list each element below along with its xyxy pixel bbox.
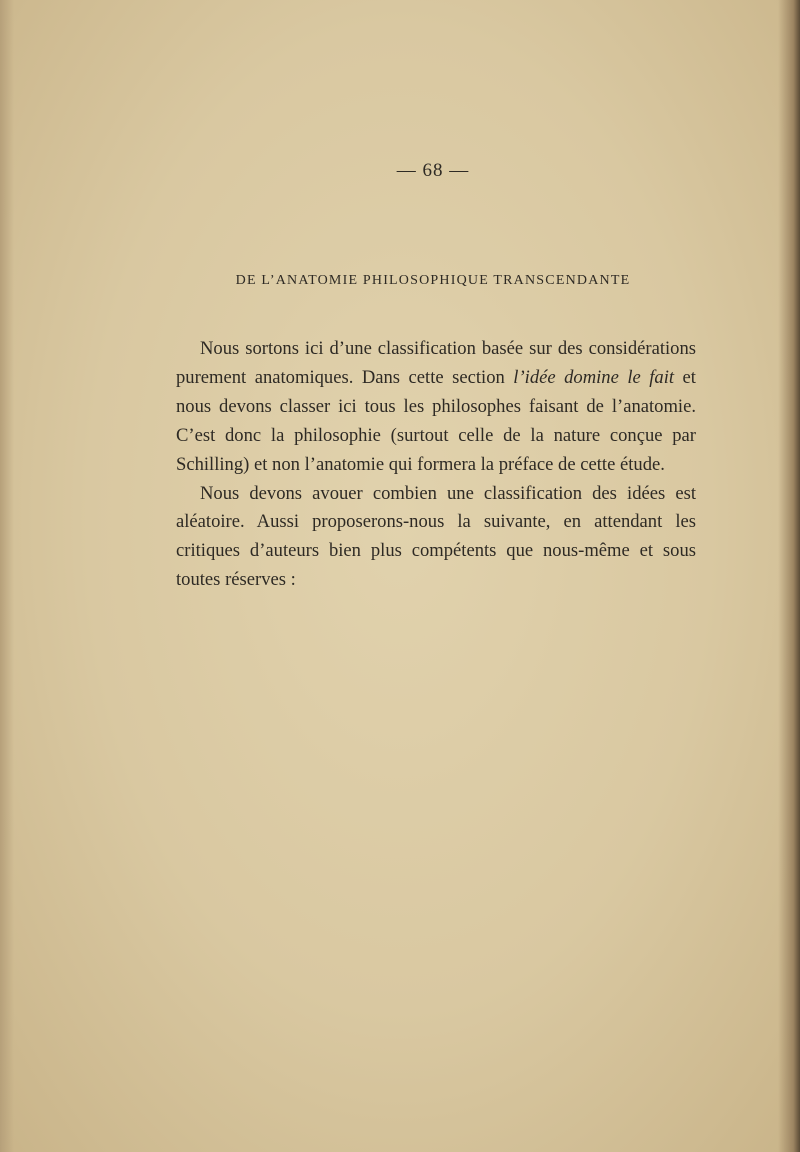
paragraph-1-emphasis: l’idée domine le fait [513,366,675,388]
paragraph-1 [176,335,696,480]
body-text [176,335,696,595]
running-head: DE L’ANATOMIE PHILOSOPHIQUE TRANSCENDANTE [235,273,631,288]
page-number: — 68 — [396,160,470,181]
paragraph-2: Nous devons avouer combien une classification des idées est aléatoire. Aussi proposerons-nous la suivante, en attendant les critiques d’auteurs bien plus compétents que nous-même et sous toutes réserves : [176,482,696,591]
paragraph-1-text-start: Nous sortons ici d’une classification basée sur des considérations purement anatomiques. Dans cette section [176,338,696,388]
paragraph-1-text-end: et nous devons classer ici tous les philosophes faisant de l’anatomie. C’est donc la philosophie (surtout celle de la nature conçue par Schilling) et non l’anatomie qui formera la préface de cette étude. [176,366,696,475]
